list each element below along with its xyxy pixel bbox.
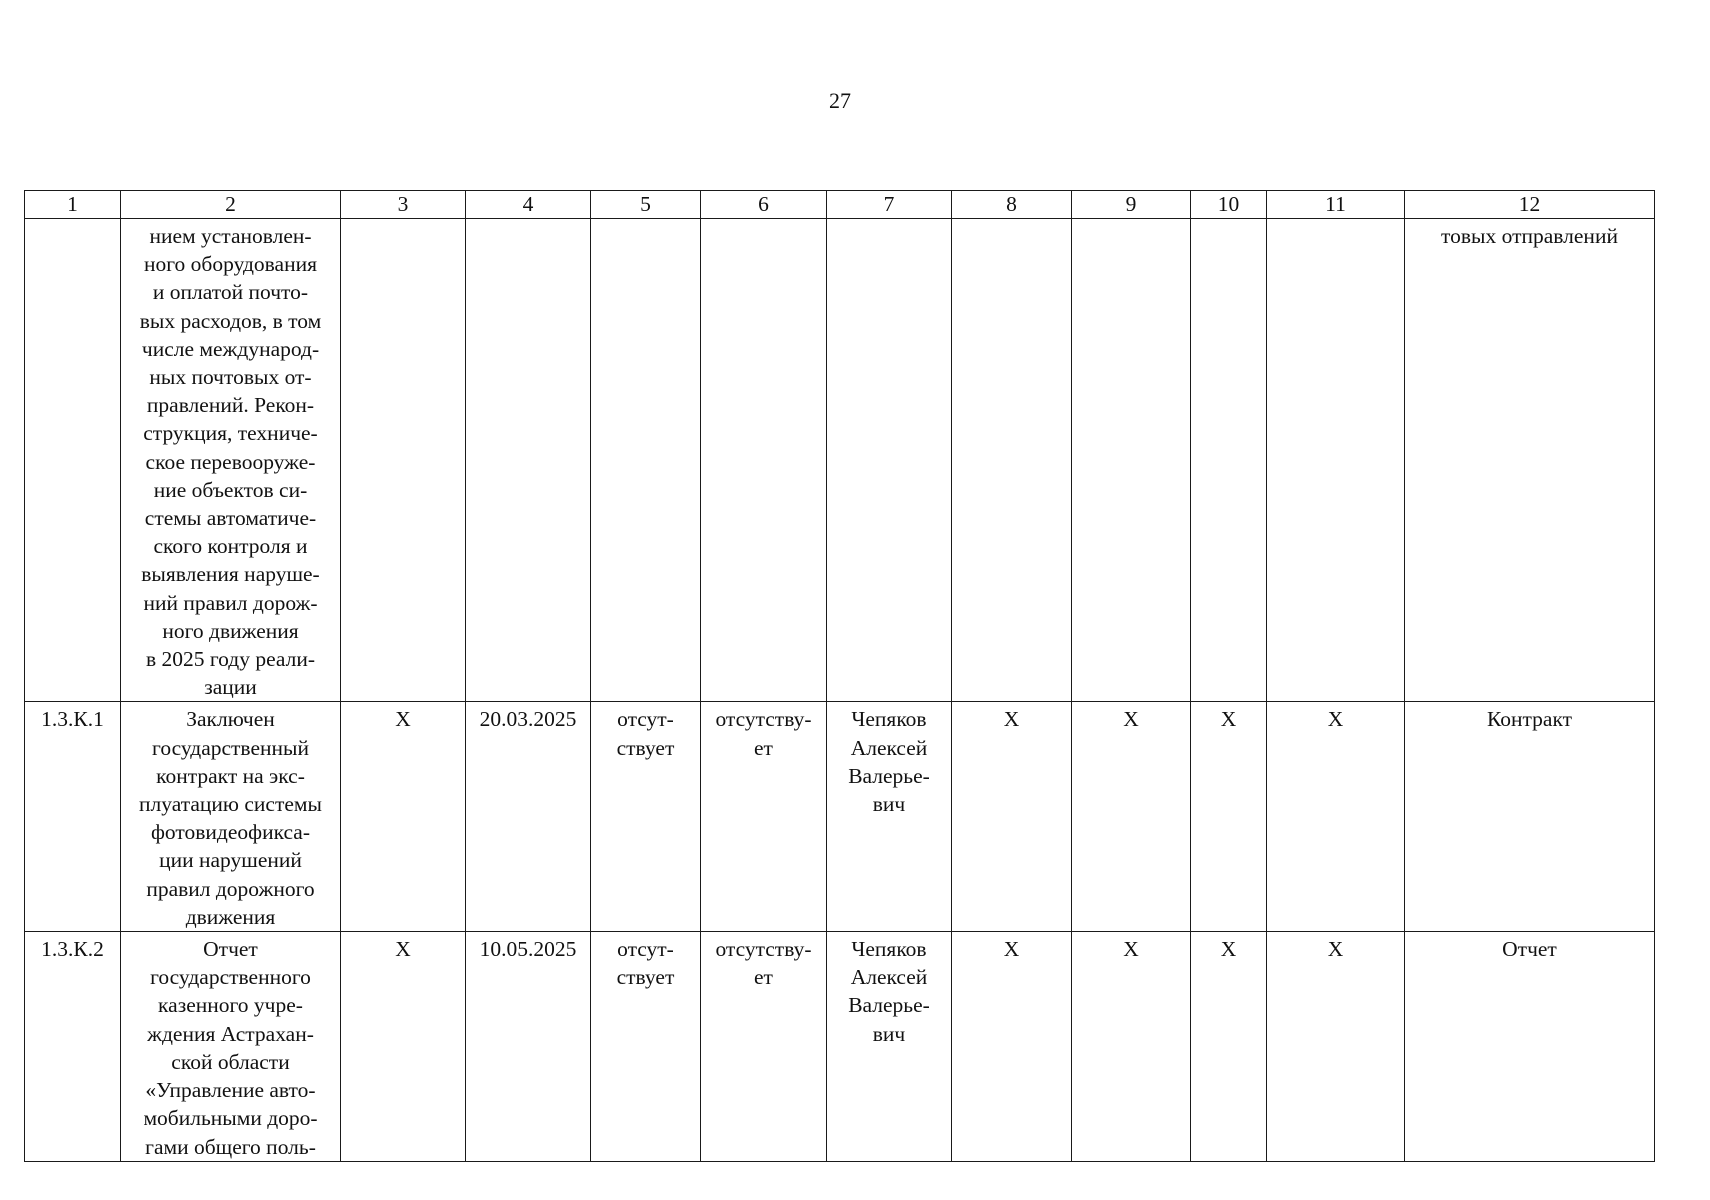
cell-line: струкция, техниче- — [143, 421, 318, 446]
cell-line: Алексей — [850, 965, 928, 990]
cell-line: правил дорожного — [146, 876, 315, 901]
cell-col11: Х — [1267, 702, 1405, 932]
cell-col11: Х — [1267, 932, 1405, 1162]
column-numbers-row — [25, 191, 1655, 219]
cell-responsible — [827, 219, 952, 702]
cell-document: Отчет — [1405, 932, 1655, 1162]
cell-col10: Х — [1191, 932, 1267, 1162]
cell-line: в 2025 году реали- — [145, 647, 316, 672]
cell-line: правлений. Рекон- — [146, 393, 315, 418]
cell-line: ждения Астрахан- — [147, 1021, 314, 1046]
table-row — [25, 932, 1655, 1162]
cell-col3: Х — [341, 702, 466, 932]
cell-col3 — [341, 219, 466, 702]
cell-line: контракт на экс- — [156, 763, 305, 788]
cell-document: товых отправлений — [1405, 219, 1655, 702]
column-number: 3 — [341, 191, 466, 219]
column-number: 2 — [121, 191, 341, 219]
cell-document: Контракт — [1405, 702, 1655, 932]
cell-line: вич — [872, 792, 906, 817]
cell-col8: Х — [952, 932, 1072, 1162]
cell-col5 — [591, 702, 701, 932]
cell-line: стемы автоматиче- — [144, 506, 317, 531]
cell-line: ний правил дорож- — [143, 590, 318, 615]
cell-line: отсутству- — [715, 707, 812, 732]
cell-line: ции нарушений — [159, 848, 302, 873]
cell-line: государственного — [150, 965, 311, 990]
cell-col9: Х — [1072, 932, 1191, 1162]
cell-line: Чепяков — [851, 707, 927, 732]
cell-date: 20.03.2025 — [466, 702, 591, 932]
cell-responsible — [827, 932, 952, 1162]
column-number: 9 — [1072, 191, 1191, 219]
cell-col5 — [591, 219, 701, 702]
cell-col9: Х — [1072, 702, 1191, 932]
cell-line: Заключен — [186, 707, 275, 732]
cell-responsible — [827, 702, 952, 932]
cell-event-name — [121, 702, 341, 932]
table-row — [25, 219, 1655, 702]
cell-col9 — [1072, 219, 1191, 702]
cell-line: ет — [754, 965, 773, 990]
cell-col6 — [701, 932, 827, 1162]
cell-line: Отчет — [203, 937, 258, 962]
cell-line: фотовидеофикса- — [150, 820, 310, 845]
cell-number: 1.3.К.1 — [25, 702, 121, 932]
column-number: 11 — [1267, 191, 1405, 219]
column-number: 6 — [701, 191, 827, 219]
cell-line: ных почтовых от- — [149, 365, 312, 390]
cell-line: Чепяков — [851, 937, 927, 962]
cell-line: плуатацию системы — [139, 792, 322, 817]
cell-line: Валерье- — [848, 763, 930, 788]
cell-line: отсут- — [617, 937, 674, 962]
cell-number: 1.3.К.2 — [25, 932, 121, 1162]
cell-line: ствует — [616, 965, 675, 990]
cell-line: мобильными доро- — [143, 1106, 318, 1131]
cell-line: отсутству- — [715, 937, 812, 962]
cell-date — [466, 219, 591, 702]
cell-number — [25, 219, 121, 702]
cell-col6 — [701, 702, 827, 932]
column-number: 8 — [952, 191, 1072, 219]
cell-col3: Х — [341, 932, 466, 1162]
cell-line: и оплатой почто- — [152, 280, 309, 305]
cell-line: Алексей — [850, 735, 928, 760]
table-row — [25, 702, 1655, 932]
cell-col8: Х — [952, 702, 1072, 932]
cell-line: отсут- — [617, 707, 674, 732]
cell-line: ние объектов си- — [153, 477, 308, 502]
cell-line: ного движения — [162, 618, 299, 643]
cell-line: выявления наруше- — [141, 562, 320, 587]
column-number: 4 — [466, 191, 591, 219]
cell-line: гами общего поль- — [145, 1134, 316, 1159]
cell-col6 — [701, 219, 827, 702]
cell-line: движения — [185, 904, 276, 929]
column-number: 10 — [1191, 191, 1267, 219]
column-number: 7 — [827, 191, 952, 219]
cell-event-name — [121, 219, 341, 702]
cell-col8 — [952, 219, 1072, 702]
cell-col5 — [591, 932, 701, 1162]
cell-event-name — [121, 932, 341, 1162]
cell-col10: Х — [1191, 702, 1267, 932]
cell-line: ской области — [171, 1049, 290, 1074]
column-number: 5 — [591, 191, 701, 219]
cell-line: вич — [872, 1021, 906, 1046]
cell-line: ское перевооруже- — [145, 449, 316, 474]
cell-line: вых расходов, в том — [139, 308, 322, 333]
cell-line: ского контроля и — [153, 534, 308, 559]
cell-col11 — [1267, 219, 1405, 702]
cell-col10 — [1191, 219, 1267, 702]
column-number: 1 — [25, 191, 121, 219]
cell-line: ного оборудования — [144, 252, 317, 277]
column-number: 12 — [1405, 191, 1655, 219]
cell-line: ствует — [616, 735, 675, 760]
cell-line: Валерье- — [848, 993, 930, 1018]
cell-line: казенного учре- — [158, 993, 303, 1018]
cell-line: ет — [754, 735, 773, 760]
cell-line: зации — [204, 675, 257, 700]
cell-date: 10.05.2025 — [466, 932, 591, 1162]
cell-line: числе международ- — [141, 336, 320, 361]
plan-table — [24, 190, 1655, 1162]
page-number: 27 — [829, 88, 851, 113]
cell-line: государственный — [152, 735, 309, 760]
cell-line: «Управление авто- — [145, 1078, 316, 1103]
cell-line: нием установлен- — [149, 224, 312, 248]
